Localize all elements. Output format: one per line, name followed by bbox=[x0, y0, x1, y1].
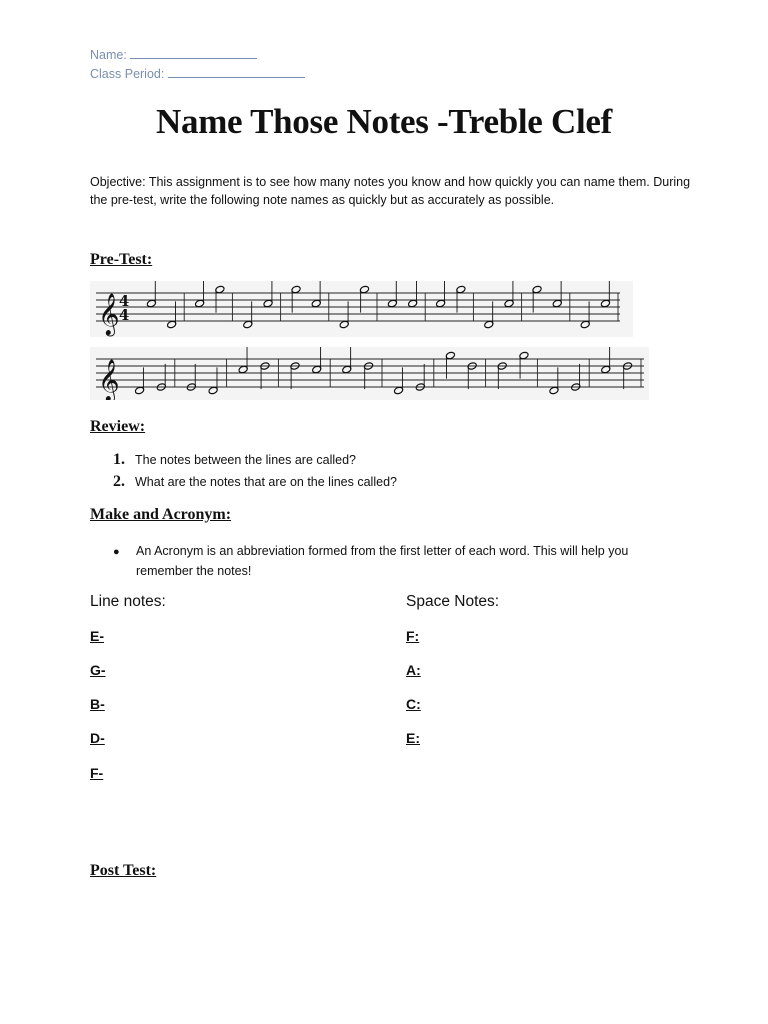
name-field bbox=[90, 48, 257, 62]
time-signature-bottom: 4 bbox=[119, 307, 130, 324]
posttest-heading: Post Test: bbox=[90, 862, 157, 879]
treble-clef-icon: 𝄞 bbox=[98, 358, 120, 400]
review-item bbox=[113, 473, 397, 495]
review-item-number: 1. bbox=[113, 451, 125, 468]
space-notes-heading: Space Notes: bbox=[406, 593, 500, 610]
page-title: Name Those Notes -Treble Clef bbox=[156, 102, 612, 141]
bullet-icon: ● bbox=[113, 546, 120, 558]
review-item-number: 2. bbox=[113, 473, 125, 490]
pretest-staff-1 bbox=[90, 281, 633, 337]
name-blank[interactable] bbox=[130, 48, 257, 59]
space-note-label: E: bbox=[406, 730, 420, 746]
class-period-label: Class Period: bbox=[90, 67, 165, 81]
line-note-label: D- bbox=[90, 730, 105, 746]
class-period-field bbox=[90, 67, 305, 81]
pretest-staff-2 bbox=[90, 347, 649, 400]
objective-text: Objective: This assignment is to see how many notes you know and how quickly you can name them. During the pre-test, write the following note names as quickly but as accurately as possible. bbox=[90, 175, 691, 207]
treble-clef-icon: 𝄞 bbox=[98, 292, 120, 335]
space-note-label: C: bbox=[406, 696, 421, 712]
line-note-label: F- bbox=[90, 765, 104, 781]
review-list bbox=[113, 451, 397, 495]
line-note-label: B- bbox=[90, 696, 105, 712]
time-signature-top: 4 bbox=[119, 293, 130, 310]
acronym-bullet bbox=[113, 541, 673, 581]
review-item-text: What are the notes that are on the lines called? bbox=[135, 475, 397, 489]
pretest-heading: Pre-Test: bbox=[90, 251, 153, 268]
line-note-label: E- bbox=[90, 628, 104, 644]
acronym-bullet-text: An Acronym is an abbreviation formed from the first letter of each word. This will help you remember the notes! bbox=[136, 544, 629, 578]
review-item-text: The notes between the lines are called? bbox=[135, 453, 356, 467]
review-heading: Review: bbox=[90, 418, 146, 435]
name-label: Name: bbox=[90, 48, 127, 62]
space-note-label: F: bbox=[406, 628, 420, 644]
review-item bbox=[113, 451, 397, 473]
class-period-blank[interactable] bbox=[168, 67, 305, 78]
line-note-label: G- bbox=[90, 662, 106, 678]
line-notes-heading: Line notes: bbox=[90, 593, 166, 610]
space-note-label: A: bbox=[406, 662, 421, 678]
acronym-heading: Make and Acronym: bbox=[90, 506, 232, 523]
